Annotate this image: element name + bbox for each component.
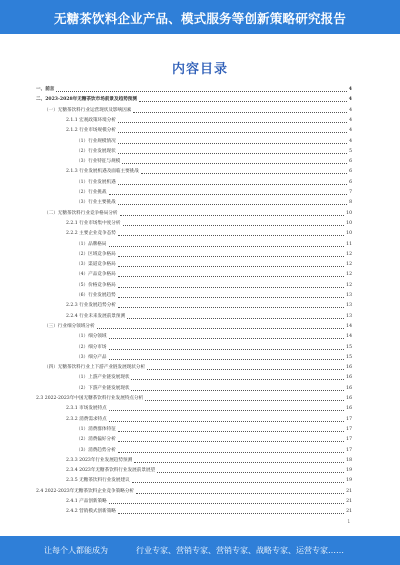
- toc-leader-dots: [118, 153, 347, 154]
- toc-leader-dots: [133, 112, 347, 113]
- toc-entry[interactable]: [36, 455, 352, 464]
- toc-entry[interactable]: [36, 125, 352, 134]
- page-number: 1: [347, 519, 350, 524]
- toc-entry-page: 6: [349, 179, 352, 185]
- toc-entry[interactable]: [36, 321, 352, 330]
- toc-entry-text: 2.1.1 宏观政策环境分析: [66, 117, 116, 123]
- toc-entry-text: 2.2.4 行业未来发展前景预测: [66, 313, 126, 319]
- toc-leader-dots: [141, 173, 347, 174]
- toc-leader-dots: [118, 266, 344, 267]
- toc-entry[interactable]: [36, 239, 352, 248]
- toc-entry[interactable]: [36, 352, 352, 361]
- toc-leader-dots: [109, 503, 344, 504]
- toc-entry-text: 2.3.3 2023年行业发展趋势预测: [66, 457, 133, 463]
- toc-entry-text: （三）行业细分领域分析: [44, 323, 95, 329]
- toc-leader-dots: [109, 359, 345, 360]
- toc-leader-dots: [118, 256, 344, 257]
- toc-entry-page: 12: [346, 262, 352, 268]
- toc-leader-dots: [118, 452, 344, 453]
- toc-entry[interactable]: [36, 84, 352, 93]
- toc-entry-text: （1）品牌格局: [76, 241, 107, 247]
- toc-entry-text: （3）行业主要挑战: [76, 200, 116, 206]
- toc-entry-page: 4: [349, 117, 352, 123]
- toc-entry[interactable]: [36, 445, 352, 454]
- toc-entry-text: （3）细分产品: [76, 354, 107, 360]
- toc-entry[interactable]: [36, 249, 352, 258]
- toc-entry-text: （6）行业发展趋势: [76, 293, 116, 298]
- toc-entry[interactable]: [36, 362, 352, 371]
- toc-entry[interactable]: [36, 177, 352, 186]
- toc-leader-dots: [147, 369, 344, 370]
- toc-entry-text: （1）上游产业链发展现状: [76, 375, 130, 381]
- footer-slogan: 让每个人都能成为: [44, 546, 108, 555]
- toc-entry[interactable]: [36, 187, 352, 196]
- toc-entry-page: 16: [346, 396, 352, 401]
- toc-entry-page: 4: [349, 138, 352, 144]
- toc-entry-page: 6: [349, 159, 352, 165]
- toc-leader-dots: [131, 390, 344, 391]
- toc-leader-dots: [123, 225, 345, 226]
- toc-entry-page: 18: [346, 457, 352, 463]
- toc-entry[interactable]: [36, 259, 352, 268]
- toc-entry-page: 19: [346, 468, 352, 474]
- toc-leader-dots: [118, 441, 344, 442]
- toc-entry[interactable]: [36, 228, 352, 237]
- toc-entry[interactable]: [36, 496, 352, 505]
- toc-entry[interactable]: [36, 146, 352, 155]
- toc-heading: 内容目录: [171, 62, 228, 77]
- toc-entry-text: 二、2023-2028年无糖茶饮市场前景及趋势预测: [36, 97, 137, 103]
- toc-entry[interactable]: [36, 94, 352, 103]
- toc-leader-dots: [109, 410, 344, 411]
- toc-leader-dots: [109, 338, 345, 339]
- toc-entry-text: 2.3.5 无糖茶饮料行业发展建议: [66, 478, 130, 484]
- toc-entry-text: （1）行业规模情况: [76, 138, 116, 144]
- toc-entry[interactable]: [36, 280, 352, 289]
- toc-entry-page: 7: [349, 190, 352, 195]
- toc-entry-text: （2）消费偏好分析: [76, 437, 116, 443]
- toc-entry-page: 13: [346, 303, 352, 309]
- toc-leader-dots: [131, 379, 344, 380]
- table-of-contents: [36, 84, 352, 532]
- toc-leader-dots: [118, 132, 347, 133]
- toc-leader-dots: [118, 184, 347, 185]
- toc-entry-text: 2.2.2 主要企业竞争态势: [66, 231, 116, 237]
- toc-entry-page: 15: [346, 344, 352, 350]
- toc-entry-page: 16: [346, 375, 352, 381]
- toc-entry-page: 17: [346, 416, 352, 422]
- toc-leader-dots: [97, 328, 345, 329]
- toc-entry-page: 12: [346, 282, 352, 288]
- header-banner: [0, 0, 400, 34]
- toc-leader-dots: [139, 101, 347, 102]
- toc-leader-dots: [120, 215, 345, 216]
- toc-entry[interactable]: [36, 403, 352, 412]
- toc-entry-text: 2.4.2 营销模式创新策略: [66, 509, 116, 515]
- toc-entry[interactable]: [36, 156, 352, 165]
- toc-entry-text: 2.3 2022-2023年中国无糖茶饮料行业发展特点分析: [36, 396, 144, 401]
- toc-entry-text: （1）行业发展机遇: [76, 179, 116, 185]
- toc-entry[interactable]: [36, 331, 352, 340]
- toc-entry-page: 16: [346, 385, 352, 391]
- toc-entry[interactable]: [36, 486, 352, 495]
- toc-entry-page: 14: [346, 323, 352, 329]
- toc-entry-page: 4: [349, 107, 352, 113]
- toc-entry-page: 17: [346, 447, 352, 453]
- toc-entry-page: 17: [346, 437, 352, 443]
- toc-entry-text: 2.3.2 消费需求特点: [66, 416, 107, 422]
- toc-entry[interactable]: [36, 383, 352, 392]
- toc-entry-text: （二）无糖茶饮料行业竞争格局分析: [44, 210, 118, 216]
- report-title: 无糖茶饮料企业产品、模式服务等创新策略研究报告: [53, 11, 347, 26]
- toc-entry-page: 17: [346, 426, 352, 432]
- toc-entry[interactable]: [36, 300, 352, 309]
- toc-leader-dots: [118, 276, 344, 277]
- toc-entry-page: 4: [348, 97, 352, 103]
- toc-entry-text: （3）消费趋势分析: [76, 447, 116, 453]
- toc-leader-dots: [136, 493, 344, 494]
- toc-entry-page: 10: [346, 210, 352, 216]
- toc-entry-text: （2）行业挑战: [76, 190, 107, 195]
- toc-entry-text: 2.1.3 行业发展机遇及面临主要挑战: [66, 169, 139, 175]
- toc-entry[interactable]: [36, 218, 352, 227]
- toc-leader-dots: [157, 472, 344, 473]
- toc-entry[interactable]: [36, 166, 352, 175]
- toc-entry[interactable]: [36, 115, 352, 124]
- toc-leader-dots: [118, 143, 347, 144]
- toc-entry[interactable]: [36, 342, 352, 351]
- toc-leader-dots: [127, 318, 344, 319]
- toc-entry[interactable]: [36, 424, 352, 433]
- toc-entry-text: （四）无糖茶饮料行业上下游产业链发展现状分析: [44, 365, 146, 371]
- toc-entry-text: 2.4.1 产品创新策略: [66, 499, 107, 504]
- toc-entry-page: 11: [346, 241, 352, 247]
- toc-entry[interactable]: [36, 372, 352, 381]
- toc-entry[interactable]: [36, 465, 352, 474]
- toc-entry-page: 19: [346, 478, 352, 484]
- toc-leader-dots: [118, 122, 347, 123]
- toc-entry-text: 2.2.1 行业市场集中度分析: [66, 220, 121, 226]
- toc-entry-text: （1）细分领域: [76, 334, 107, 340]
- toc-entry[interactable]: [36, 136, 352, 145]
- toc-entry-text: 2.3.4 2023年无糖茶饮料行业发展前景展望: [66, 468, 156, 474]
- toc-leader-dots: [118, 235, 344, 236]
- toc-entry-page: 12: [346, 272, 352, 278]
- footer-tagline: 行业专家、营销专家、营销专家、战略专家、运营专家……: [136, 546, 344, 555]
- toc-leader-dots: [118, 297, 344, 298]
- toc-entry[interactable]: [36, 269, 352, 278]
- toc-entry-page: 6: [349, 169, 352, 175]
- toc-entry-page: 4: [348, 87, 352, 92]
- toc-leader-dots: [109, 246, 345, 247]
- toc-entry[interactable]: [36, 475, 352, 484]
- toc-entry-text: （2）行业发展现状: [76, 148, 116, 154]
- toc-leader-dots: [132, 482, 344, 483]
- toc-entry-text: 一、前言: [36, 87, 55, 92]
- toc-entry-page: 4: [349, 128, 352, 134]
- toc-entry-page: 13: [346, 313, 352, 319]
- toc-leader-dots: [109, 194, 348, 195]
- toc-leader-dots: [109, 421, 344, 422]
- toc-leader-dots: [118, 287, 344, 288]
- toc-entry[interactable]: [36, 197, 352, 206]
- toc-entry[interactable]: [36, 414, 352, 423]
- toc-entry-page: 8: [349, 200, 352, 206]
- toc-entry[interactable]: [36, 434, 352, 443]
- toc-entry-page: 15: [346, 354, 352, 360]
- toc-entry-page: 13: [346, 293, 352, 298]
- toc-entry-page: 12: [346, 251, 352, 257]
- toc-leader-dots: [109, 349, 345, 350]
- toc-leader-dots: [118, 513, 344, 514]
- toc-leader-dots: [122, 163, 347, 164]
- toc-entry-text: （3）行业特征与规模: [76, 159, 121, 165]
- toc-leader-dots: [134, 462, 344, 463]
- toc-leader-dots: [118, 307, 344, 308]
- toc-entry-text: （一）无糖茶饮料行业运营现状及影响因素: [44, 107, 132, 113]
- toc-entry-text: 2.3.1 市场发展特点: [66, 406, 107, 412]
- toc-entry-page: 21: [346, 488, 352, 494]
- toc-leader-dots: [118, 431, 344, 432]
- toc-entry-page: 16: [346, 365, 352, 371]
- toc-entry-text: 2.2.3 行业发展趋势分析: [66, 303, 116, 309]
- toc-entry[interactable]: [36, 290, 352, 299]
- toc-entry-page: 21: [346, 509, 352, 515]
- toc-entry-text: 2.1.2 行业市场规模分析: [66, 128, 116, 134]
- footer-banner: [0, 536, 400, 565]
- toc-entry-page: 10: [346, 231, 352, 237]
- toc-entry-text: 2.4 2022-2023年无糖茶饮料企业竞争策略分析: [36, 488, 135, 494]
- toc-entry-text: （2）细分市场: [76, 344, 107, 350]
- toc-entry-text: （1）消费群体特征: [76, 426, 116, 432]
- toc-leader-dots: [145, 400, 344, 401]
- toc-entry[interactable]: [36, 506, 352, 515]
- toc-entry-text: （5）价格竞争格局: [76, 282, 116, 288]
- toc-entry-page: 14: [346, 334, 352, 340]
- toc-entry-text: （3）渠道竞争格局: [76, 262, 116, 268]
- toc-entry-page: 21: [346, 499, 352, 504]
- toc-entry-text: （2）下游产业链发展现状: [76, 385, 130, 391]
- toc-entry[interactable]: [36, 208, 352, 217]
- toc-leader-dots: [118, 204, 347, 205]
- toc-entry-page: 16: [346, 406, 352, 412]
- toc-entry[interactable]: [36, 393, 352, 402]
- toc-entry[interactable]: [36, 311, 352, 320]
- toc-entry-text: （2）区域竞争格局: [76, 251, 116, 257]
- toc-entry-page: 10: [346, 220, 352, 226]
- toc-entry-text: （4）产品竞争格局: [76, 272, 116, 278]
- toc-leader-dots: [56, 91, 346, 92]
- toc-entry-page: 5: [349, 148, 352, 154]
- toc-entry[interactable]: [36, 105, 352, 114]
